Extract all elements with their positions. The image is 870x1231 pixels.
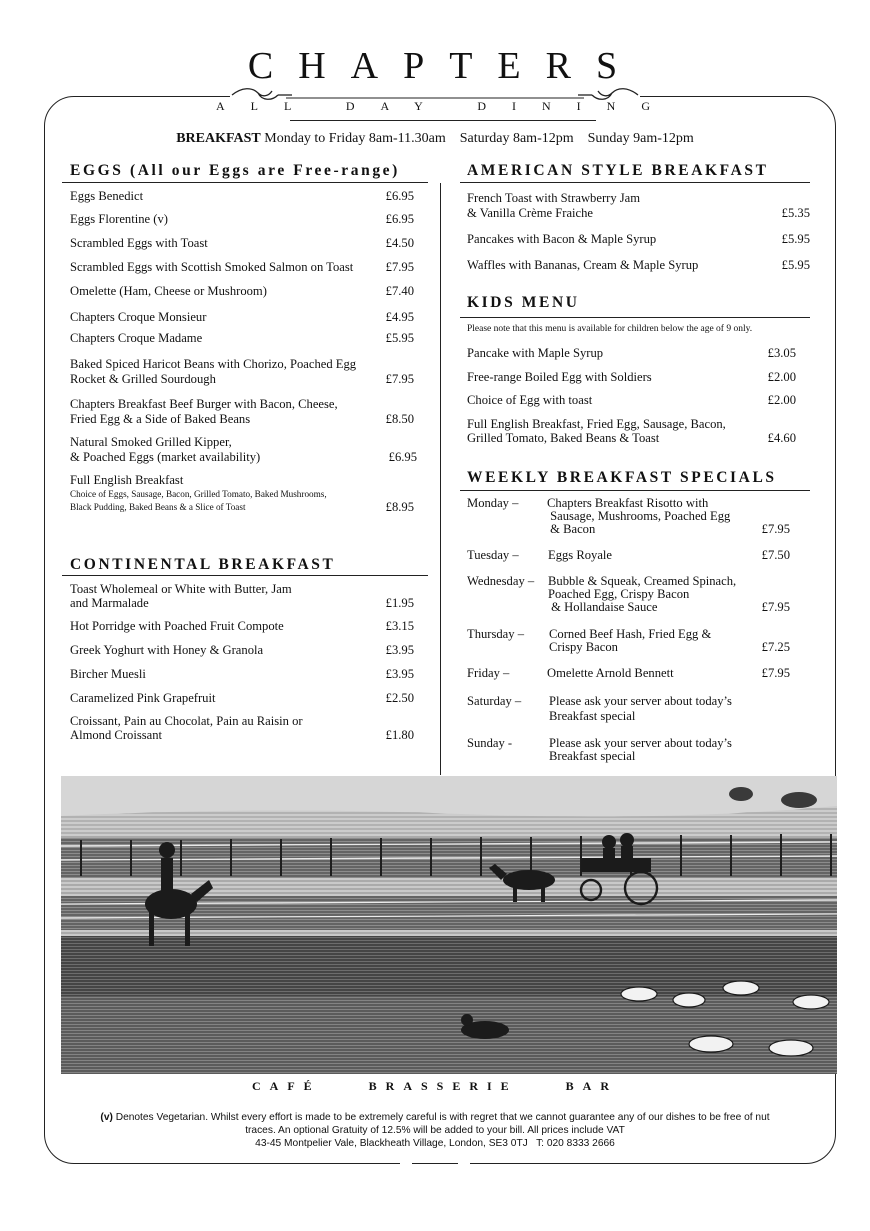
tagline: ALL DAY DINING: [216, 99, 676, 113]
menu-price: £1.95: [385, 596, 414, 610]
menu-price: £2.00: [767, 370, 796, 384]
disclaimer-line2: traces. An optional Gratuity of 12.5% will be added to your bill. All prices include VAT: [245, 1125, 625, 1136]
menu-item: Baked Spiced Haricot Beans with Chorizo, Poached Egg: [70, 357, 357, 371]
menu-item: Chapters Croque Madame: [70, 331, 203, 345]
special-price: £7.25: [761, 640, 790, 654]
eggs-title-rule: [62, 182, 428, 183]
special-price: £7.50: [761, 548, 790, 562]
special-price: £7.95: [761, 666, 790, 680]
menu-item: Omelette (Ham, Cheese or Mushroom): [70, 284, 267, 298]
specials-section-title: WEEKLY BREAKFAST SPECIALS: [467, 469, 777, 486]
menu-price: £8.95: [385, 500, 414, 514]
special-day: Tuesday –: [467, 548, 519, 562]
menu-price: £5.95: [781, 232, 810, 246]
disclaimer-line1: [70, 1111, 800, 1124]
menu-price: £4.50: [385, 236, 414, 250]
menu-item-line2: Fried Egg & a Side of Baked Beans: [70, 412, 251, 426]
column-divider: [440, 183, 441, 775]
special-day: Saturday –: [467, 694, 522, 708]
menu-price: £5.95: [781, 258, 810, 272]
menu-item: French Toast with Strawberry Jam: [467, 191, 641, 205]
kids-title-rule: [460, 317, 810, 318]
menu-price: £2.50: [385, 691, 414, 705]
menu-price: £8.50: [385, 412, 414, 426]
menu-price: £2.00: [767, 393, 796, 407]
special-day: Thursday –: [467, 627, 525, 641]
menu-item: Hot Porridge with Poached Fruit Compote: [70, 619, 284, 633]
menu-item: Chapters Croque Monsieur: [70, 310, 207, 324]
menu-item: Eggs Benedict: [70, 189, 144, 203]
restaurant-logo: CHAPTERS: [247, 45, 643, 87]
special-dish-line2: Poached Egg, Crispy Bacon: [548, 587, 690, 601]
special-dish: Chapters Breakfast Risotto with: [547, 496, 709, 510]
menu-price: £7.40: [385, 284, 414, 298]
menu-price: £6.95: [385, 212, 414, 226]
special-dish: Corned Beef Hash, Fried Egg &: [549, 627, 712, 641]
menu-item: Natural Smoked Grilled Kipper,: [70, 435, 232, 449]
engraving-illustration: [61, 776, 837, 1074]
menu-price: £4.60: [767, 431, 796, 445]
continental-title-rule: [62, 575, 428, 576]
menu-item-line2: & Poached Eggs (market availability): [70, 450, 261, 464]
menu-item: Greek Yoghurt with Honey & Granola: [70, 643, 264, 657]
special-dish-line2: Crispy Bacon: [549, 640, 618, 654]
american-section-title: AMERICAN STYLE BREAKFAST: [467, 162, 769, 179]
address: 43-45 Montpelier Vale, Blackheath Village, London, SE3 0TJ T: 020 8333 2666: [255, 1138, 615, 1149]
menu-item: Full English Breakfast, Fried Egg, Sausage, Bacon,: [467, 417, 726, 431]
menu-item-description: Choice of Eggs, Sausage, Bacon, Grilled Tomato, Baked Mushrooms,: [70, 489, 327, 499]
menu-item: Pancakes with Bacon & Maple Syrup: [467, 232, 657, 246]
special-dish-line2: Breakfast special: [549, 749, 636, 763]
tagline-underline: [290, 120, 596, 121]
special-dish-line2: Sausage, Mushrooms, Poached Egg: [547, 509, 731, 523]
menu-item: Caramelized Pink Grapefruit: [70, 691, 216, 705]
disclaimer: [70, 1111, 800, 1150]
menu-item: Pancake with Maple Syrup: [467, 346, 604, 360]
special-dish-line2: Breakfast special: [549, 709, 636, 723]
menu-price: £3.15: [385, 619, 414, 633]
special-day: Wednesday –: [467, 574, 535, 588]
eggs-section-title: EGGS (All our Eggs are Free-range): [70, 162, 400, 179]
menu-item-line2: Almond Croissant: [70, 728, 163, 742]
menu-price: £5.95: [385, 331, 414, 345]
menu-item-description: Black Pudding, Baked Beans & a Slice of Toast: [70, 502, 246, 512]
special-day: Friday –: [467, 666, 510, 680]
special-day: Sunday -: [467, 736, 513, 750]
menu-price: £7.95: [385, 260, 414, 274]
special-dish: Please ask your server about today’s: [549, 694, 732, 708]
hours-text: Monday to Friday 8am-11.30am Saturday 8am-12pm Sunday 9am-12pm: [260, 131, 694, 146]
menu-item: Choice of Egg with toast: [467, 393, 593, 407]
hours-label: BREAKFAST: [176, 131, 261, 146]
menu-item: Full English Breakfast: [70, 473, 184, 487]
special-dish: Please ask your server about today’s: [549, 736, 732, 750]
menu-item: Bircher Muesli: [70, 667, 146, 681]
kids-age-note: Please note that this menu is available for children below the age of 9 only.: [467, 324, 753, 334]
vegetarian-marker: (v): [100, 1112, 113, 1123]
menu-item-line2: & Vanilla Crème Fraiche: [467, 206, 594, 220]
menu-item: Chapters Breakfast Beef Burger with Bacon, Cheese,: [70, 397, 338, 411]
kids-section-title: KIDS MENU: [467, 294, 580, 311]
special-dish-line3: & Hollandaise Sauce: [548, 600, 658, 614]
specials-title-rule: [460, 490, 810, 491]
menu-item: Toast Wholemeal or White with Butter, Jam: [70, 582, 292, 596]
menu-item: Waffles with Bananas, Cream & Maple Syrup: [467, 258, 699, 272]
menu-price: £7.95: [385, 372, 414, 386]
menu-item: Eggs Florentine (v): [70, 212, 168, 226]
special-dish: Bubble & Squeak, Creamed Spinach,: [548, 574, 737, 588]
menu-item-line2: Rocket & Grilled Sourdough: [70, 372, 216, 386]
menu-item-line2: Grilled Tomato, Baked Beans & Toast: [467, 431, 660, 445]
disclaimer-text: Denotes Vegetarian. Whilst every effort is made to be extremely careful is with regret that we cannot guarantee any of our dishes to be free of nut: [112, 1112, 770, 1123]
menu-price: £4.95: [385, 310, 414, 324]
menu-item: Free-range Boiled Egg with Soldiers: [467, 370, 652, 384]
breakfast-hours: [0, 131, 870, 147]
menu-item: Scrambled Eggs with Toast: [70, 236, 208, 250]
menu-price: £6.95: [385, 189, 414, 203]
menu-price: £6.95: [388, 450, 417, 464]
engraving-art: [61, 776, 837, 1074]
special-day: Monday –: [467, 496, 519, 510]
american-title-rule: [460, 182, 810, 183]
menu-price: £3.95: [385, 667, 414, 681]
menu-item: Croissant, Pain au Chocolat, Pain au Raisin or: [70, 714, 303, 728]
frame-bottom-ornament: [412, 1163, 458, 1164]
menu-price: £1.80: [385, 728, 414, 742]
frame-bottom-gap: [400, 1158, 470, 1170]
menu-item: Scrambled Eggs with Scottish Smoked Salmon on Toast: [70, 260, 354, 274]
special-dish: Eggs Royale: [548, 548, 613, 562]
menu-item-line2: and Marmalade: [70, 596, 149, 610]
special-dish: Omelette Arnold Bennett: [547, 666, 674, 680]
continental-section-title: CONTINENTAL BREAKFAST: [70, 556, 336, 573]
special-price: £7.95: [761, 600, 790, 614]
menu-price: £3.05: [767, 346, 796, 360]
menu-price: £5.35: [781, 206, 810, 220]
special-dish-line3: & Bacon: [547, 522, 596, 536]
special-price: £7.95: [761, 522, 790, 536]
venue-tagline: CAFÉ BRASSERIE BAR: [251, 1079, 619, 1093]
menu-price: £3.95: [385, 643, 414, 657]
